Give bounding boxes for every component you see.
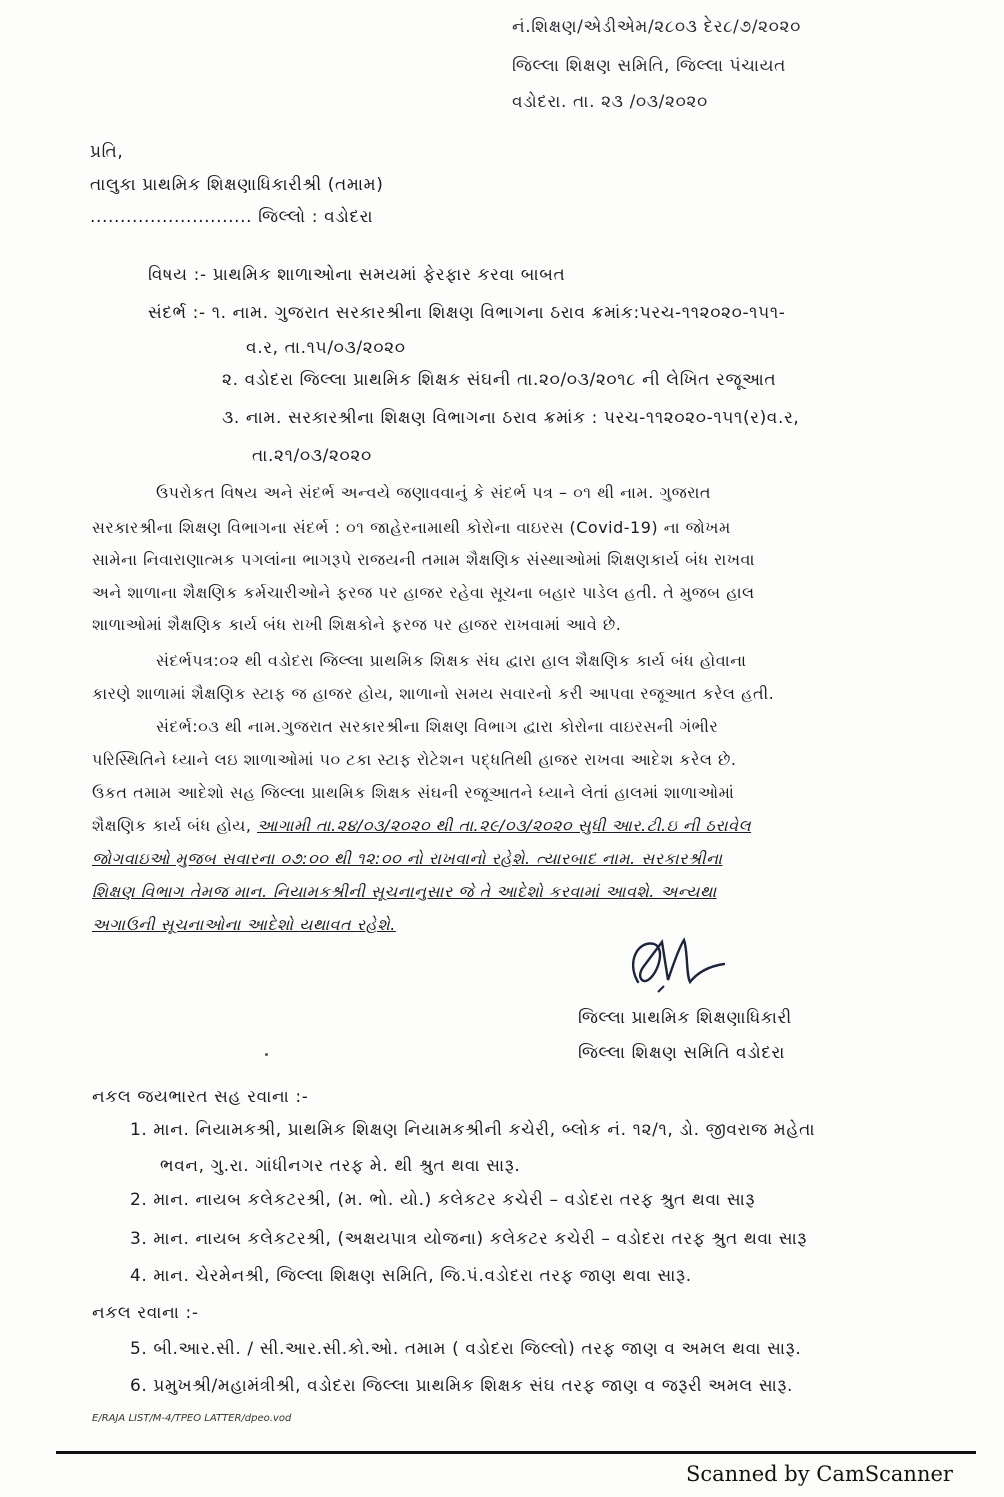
body-line: અને શાળાના શૈક્ષણિક કર્મચારીઓને ફરજ પર હાજર રહેવા સૂચના બહાર પાડેલ હતી. તે મુજબ હાલ [92,583,755,602]
body-line: સંદર્ભપત્ર:૦૨ થી વડોદરા જિલ્લા પ્રાથમિક શિક્ષક સંઘ દ્વારા હાલ શૈક્ષણિક કાર્ય બંધ હોવાના [156,651,747,670]
underlined-instruction: અગાઉની સૂચનાઓના આદેશો યથાવત રહેશે. [92,915,396,934]
scan-speck [265,1053,268,1056]
recipient-to: પ્રતિ, [90,142,124,162]
reference-item: સંદર્ભ :- ૧. નામ. ગુજરાત સરકારશ્રીના શિક્ષણ વિભાગના ઠરાવ ક્રમાંક:પરચ-૧૧૨૦૨૦-૧૫૧- [148,303,786,323]
signatory-title: જિલ્લા પ્રાથમિક શિક્ષણાધિકારી [578,1008,792,1028]
underlined-instruction: આગામી તા.૨૪/૦૩/૨૦૨૦ થી તા.૨૯/૦૩/૨૦૨૦ સુધી આર.ટી.ઇ ની ઠરાવેલ [257,816,752,835]
copy-item: 2. માન. નાયબ કલેકટરશ્રી, (મ. ભો. યો.) કલેકટર કચેરી – વડોદરા તરફ શ્રુત થવા સારૂ [130,1190,756,1210]
copy-heading: નકલ જયભારત સહ રવાના :- [92,1087,309,1107]
reference-item: તા.૨૧/૦૩/૨૦૨૦ [252,446,372,466]
body-line: ઉકત તમામ આદેશો સહ જિલ્લા પ્રાથમિક શિક્ષક સંઘની રજૂઆતને ધ્યાને લેતાં હાલમાં શાળાઓમાં [92,783,735,802]
recipient-name: તાલુકા પ્રાથમિક શિક્ષણાધિકારીશ્રી (તમામ) [90,175,384,195]
signatory-office: જિલ્લા શિક્ષણ સમિતિ વડોદરા [578,1043,786,1063]
office-name: જિલ્લા શિક્ષણ સમિતિ, જિલ્લા પંચાયત [512,56,787,76]
reference-item: ૨. વડોદરા જિલ્લા પ્રાથમિક શિક્ષક સંઘની તા.૨૦/૦૩/૨૦૧૮ ની લેખિત રજૂઆત [222,370,777,390]
body-line: શાળાઓમાં શૈક્ષણિક કાર્ય બંધ રાખી શિક્ષકોને ફરજ પર હાજર રાખવામાં આવે છે. [92,615,622,634]
reference-item: ૩. નામ. સરકારશ્રીના શિક્ષણ વિભાગના ઠરાવ ક્રમાંક : પરચ-૧૧૨૦૨૦-૧૫૧(ર)વ.ર, [222,408,800,428]
copy-item: 1. માન. નિયામકશ્રી, પ્રાથમિક શિક્ષણ નિયામકશ્રીની કચેરી, બ્લોક નં. ૧૨/૧, ડો. જીવરાજ મહેતા [130,1120,816,1140]
subject-line: વિષય :- પ્રાથમિક શાળાઓના સમયમાં ફેરફાર કરવા બાબત [148,265,566,285]
copy-item: 5. બી.આર.સી. / સી.આર.સી.કો.ઓ. તમામ ( વડોદરા જિલ્લો) તરફ જાણ વ અમલ થવા સારૂ. [130,1339,802,1359]
body-line: ઉપરોકત વિષય અને સંદર્ભ અન્વયે જણાવવાનું કે સંદર્ભ પત્ર – ૦૧ થી નામ. ગુજરાત [156,483,712,502]
body-line: સંદર્ભ:૦૩ થી નામ.ગુજરાત સરકારશ્રીના શિક્ષણ વિભાગ દ્વારા કોરોના વાઇરસની ગંભીર [156,717,719,736]
body-line: સામેના નિવારાણાત્મક પગલાંના ભાગરૂપે રાજયની તમામ શૈક્ષણિક સંસ્થાઓમાં શિક્ષણકાર્ય બંધ રાખવા [92,550,755,569]
file-path: E/RAJA LIST/M-4/TPEO LATTER/dpeo.vod [92,1413,292,1424]
body-line: પરિસ્થિતિને ધ્યાને લઇ શાળાઓમાં ૫૦ ટકા સ્ટાફ રોટેશન પદ્ધતિથી હાજર રાખવા આદેશ કરેલ છે. [92,750,737,769]
scanner-watermark: Scanned by CamScanner [686,1462,953,1486]
underlined-instruction: શિક્ષણ વિભાગ તેમજ માન. નિયામકશ્રીની સૂચનાનુસાર જે તે આદેશો કરવામાં આવશે. અન્યથા [92,882,717,901]
bottom-rule [56,1451,976,1454]
body-line: કારણે શાળામાં શૈક્ષણિક સ્ટાફ જ હાજર હોય, શાળાનો સમય સવારનો કરી આપવા રજૂઆત કરેલ હતી. [92,684,775,703]
body-line: સરકારશ્રીના શિક્ષણ વિભાગના સંદર્ભ : ૦૧ જાહેરનામાથી કોરોના વાઇરસ (Covid-19) ના જોખમ [92,518,731,537]
underlined-instruction: જોગવાઇઓ મુજબ સવારના ૦૭:૦૦ થી ૧૨:૦૦ નો રાખવાનો રહેશે. ત્યારબાદ નામ. સરકારશ્રીના [92,849,723,868]
recipient-district: ........................... જિલ્લો : વડોદરા [90,207,374,227]
reference-number: નં.શિક્ષણ/એડીએમ/૨૮૦૩ દેર૮/૭/૨૦૨૦ [512,17,801,37]
body-line-plain: શૈક્ષણિક કાર્ય બંધ હોય, [92,816,257,835]
copy-item: 4. માન. ચેરમેનશ્રી, જિલ્લા શિક્ષણ સમિતિ, જિ.પં.વડોદરા તરફ જાણ થવા સારૂ. [130,1266,692,1286]
copy-item: ભવન, ગુ.રા. ગાંધીનગર તરફ મે. થી શ્રુત થવા સારૂ. [160,1156,521,1176]
reference-item: વ.ર, તા.૧૫/૦૩/૨૦૨૦ [246,338,406,358]
copy-heading: નકલ રવાના :- [92,1303,199,1323]
copy-item: 3. માન. નાયબ કલેકટરશ્રી, (અક્ષયપાત્ર યોજના) કલેકટર કચેરી – વડોદરા તરફ શ્રુત થવા સારૂ [130,1229,807,1249]
body-line [92,816,751,836]
copy-item: 6. પ્રમુખશ્રી/મહામંત્રીશ્રી, વડોદરા જિલ્લા પ્રાથમિક શિક્ષક સંઘ તરફ જાણ વ જરૂરી અમલ સારૂ. [130,1376,794,1396]
signature-mark [618,922,728,1004]
letter-date: વડોદરા. તા. ૨૩ /૦૩/૨૦૨૦ [512,92,708,112]
